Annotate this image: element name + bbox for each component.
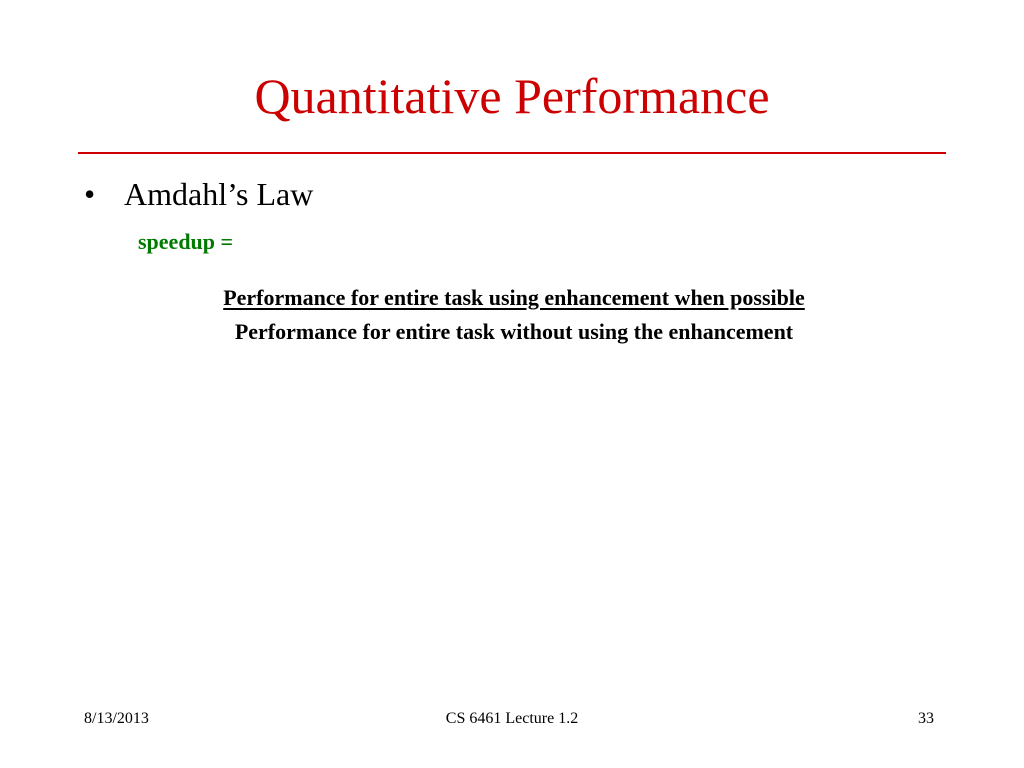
- formula-denominator: Performance for entire task without using the enhancement: [234, 319, 794, 344]
- footer-page-number: 33: [918, 710, 934, 727]
- footer-course: CS 6461 Lecture 1.2: [445, 710, 579, 727]
- slide-title: Quantitative Performance: [254, 68, 770, 124]
- numerator-text: Performance for entire task using enhancement when possible: [223, 285, 805, 310]
- bullet-marker: •: [84, 176, 96, 212]
- formula-label: speedup =: [138, 229, 234, 254]
- formula-fraction: [0, 282, 1024, 348]
- footer-date: 8/13/2013: [84, 710, 149, 727]
- bullet-text: Amdahl’s Law: [124, 176, 314, 212]
- bullet-item: [84, 172, 313, 216]
- formula-numerator: [0, 282, 1024, 314]
- title-divider: [78, 152, 946, 154]
